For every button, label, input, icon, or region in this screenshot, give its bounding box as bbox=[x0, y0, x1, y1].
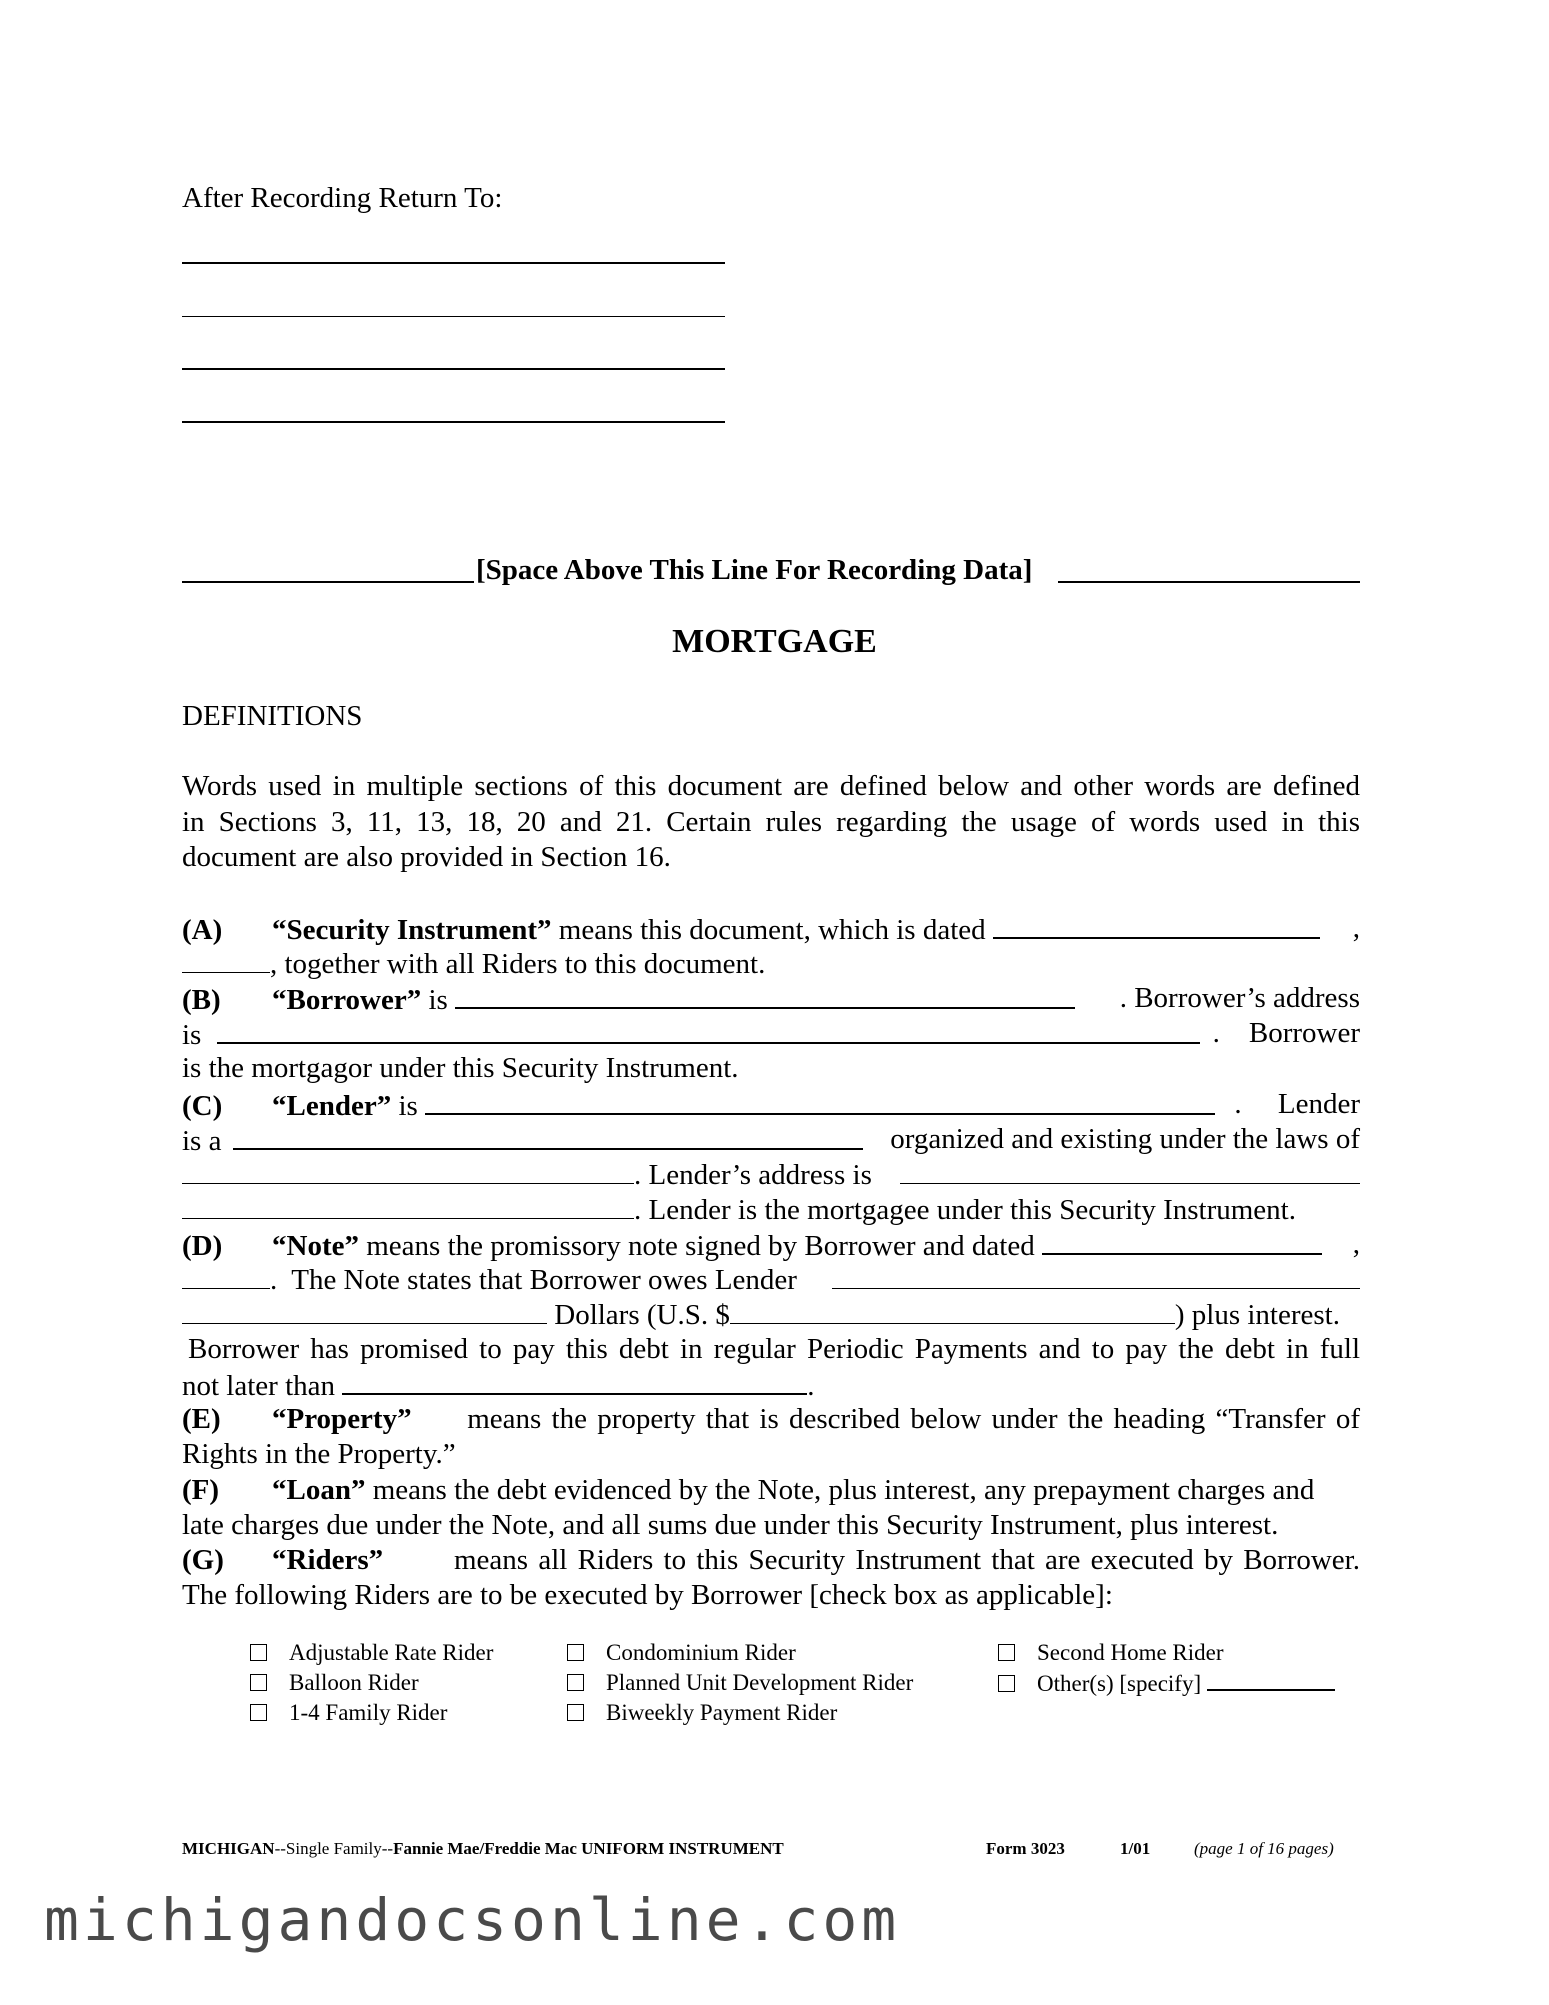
section-a-label: (A) bbox=[182, 914, 223, 946]
lender-address-field-2[interactable] bbox=[182, 1192, 634, 1219]
section-d-dollars: Dollars (U.S. $ bbox=[554, 1299, 730, 1331]
section-f-text: means the debt evidenced by the Note, plus interest, any prepayment charges and bbox=[372, 1474, 1315, 1506]
section-g-line-2: The following Riders are to be executed by Borrower [check box as applicable]: bbox=[182, 1579, 1113, 1611]
section-b-borrower: . Borrower bbox=[1212, 1017, 1360, 1049]
rider-other[interactable] bbox=[998, 1669, 1335, 1698]
footer-page: (page 1 of 16 pages) bbox=[1194, 1839, 1334, 1858]
rider-label: Planned Unit Development Rider bbox=[606, 1670, 914, 1695]
footer-state: MICHIGAN bbox=[182, 1839, 275, 1858]
lender-entity-type-field[interactable] bbox=[233, 1122, 863, 1150]
loan-amount-words-field[interactable] bbox=[832, 1262, 1360, 1289]
intro-line-3: document are also provided in Section 16. bbox=[182, 841, 671, 873]
recording-line-left bbox=[182, 581, 474, 583]
section-a-line-2-text: , together with all Riders to this document. bbox=[270, 948, 766, 980]
section-d-line-1 bbox=[182, 1227, 1360, 1264]
section-b-term: “Borrower” bbox=[272, 984, 422, 1016]
intro-line-1 bbox=[182, 769, 1360, 804]
checkbox-icon[interactable] bbox=[250, 1674, 267, 1691]
return-to-label: After Recording Return To: bbox=[182, 182, 503, 214]
rider-1-4-family[interactable] bbox=[250, 1699, 447, 1727]
section-c-line-2 bbox=[182, 1122, 1360, 1159]
section-c-mortgagee: . Lender is the mortgagee under this Security Instrument. bbox=[634, 1194, 1296, 1226]
rider-label: Condominium Rider bbox=[606, 1640, 796, 1665]
checkbox-icon[interactable] bbox=[250, 1644, 267, 1661]
note-year-field[interactable] bbox=[182, 1262, 270, 1289]
rider-planned-unit-development[interactable] bbox=[567, 1669, 913, 1697]
rider-label: Adjustable Rate Rider bbox=[289, 1640, 494, 1665]
section-d-line-4 bbox=[188, 1332, 1360, 1367]
section-b-is2: is bbox=[182, 1019, 202, 1051]
loan-amount-words-field-2[interactable] bbox=[182, 1297, 547, 1324]
section-d-line-3 bbox=[182, 1297, 1360, 1333]
section-c-address-label: . Lender’s address is bbox=[634, 1159, 872, 1191]
section-f-line-2: late charges due under the Note, and all sums due under this Security Instrument, plus interest. bbox=[182, 1509, 1279, 1541]
section-e-term: “Property” bbox=[272, 1403, 412, 1435]
intro-line-2 bbox=[182, 805, 1360, 840]
section-d-notlater: not later than bbox=[182, 1370, 336, 1402]
lender-address-field[interactable] bbox=[900, 1157, 1360, 1184]
section-d-period: . bbox=[807, 1370, 815, 1402]
section-f-label: (F) bbox=[182, 1474, 220, 1506]
section-d-label: (D) bbox=[182, 1230, 223, 1262]
section-d-line-2 bbox=[182, 1262, 1360, 1298]
borrower-address-field[interactable] bbox=[217, 1016, 1200, 1044]
checkbox-icon[interactable] bbox=[567, 1644, 584, 1661]
return-line-4 bbox=[182, 421, 725, 423]
section-c-line-3 bbox=[182, 1157, 1360, 1193]
checkbox-icon[interactable] bbox=[567, 1704, 584, 1721]
section-b-line-3: is the mortgagor under this Security Instrument. bbox=[182, 1052, 739, 1084]
lender-name-field[interactable] bbox=[425, 1087, 1215, 1115]
security-instrument-date-field[interactable] bbox=[993, 911, 1320, 939]
rider-label: 1-4 Family Rider bbox=[289, 1700, 448, 1725]
borrower-name-field[interactable] bbox=[455, 981, 1075, 1009]
section-a-line-2 bbox=[182, 946, 765, 982]
section-d-text: means the promissory note signed by Borrower and dated bbox=[366, 1230, 1035, 1262]
section-d-owes: . The Note states that Borrower owes Lender bbox=[270, 1264, 797, 1296]
footer-instrument bbox=[182, 1839, 784, 1859]
section-b-line-1 bbox=[182, 981, 1360, 1018]
section-a-line-1 bbox=[182, 911, 1360, 948]
intro-text-1: Words used in multiple sections of this document are defined below and other words are defined bbox=[182, 770, 1360, 802]
rider-condominium[interactable] bbox=[567, 1639, 796, 1667]
return-line-2 bbox=[182, 316, 725, 317]
checkbox-icon[interactable] bbox=[250, 1704, 267, 1721]
section-b-is: is bbox=[428, 984, 448, 1016]
section-e-text: means the property that is described below under the heading “Transfer of bbox=[467, 1403, 1360, 1435]
footer-date: 1/01 bbox=[1120, 1839, 1151, 1858]
section-c-isa: is a bbox=[182, 1125, 222, 1157]
section-a-comma: , bbox=[1352, 912, 1360, 944]
section-e-line-1 bbox=[182, 1402, 1360, 1437]
checkbox-icon[interactable] bbox=[998, 1675, 1015, 1692]
section-e-label: (E) bbox=[182, 1403, 221, 1435]
section-g-term: “Riders” bbox=[272, 1544, 384, 1576]
section-c-lender: . Lender bbox=[1234, 1088, 1360, 1120]
section-g-label: (G) bbox=[182, 1544, 224, 1576]
definitions-heading: DEFINITIONS bbox=[182, 700, 363, 732]
section-f-term: “Loan” bbox=[272, 1474, 366, 1506]
checkbox-icon[interactable] bbox=[567, 1674, 584, 1691]
section-c-organized: organized and existing under the laws of bbox=[890, 1123, 1360, 1155]
section-c-line-1 bbox=[182, 1087, 1360, 1124]
return-line-1 bbox=[182, 262, 725, 264]
section-b-line-2 bbox=[182, 1016, 1360, 1053]
section-f-line-1 bbox=[182, 1473, 1360, 1508]
section-a-text: means this document, which is dated bbox=[558, 914, 986, 946]
checkbox-icon[interactable] bbox=[998, 1644, 1015, 1661]
recording-line-right bbox=[1058, 581, 1360, 583]
section-a-term: “Security Instrument” bbox=[272, 914, 552, 946]
section-d-term: “Note” bbox=[272, 1230, 359, 1262]
lender-jurisdiction-field[interactable] bbox=[182, 1157, 634, 1184]
rider-label: Second Home Rider bbox=[1037, 1640, 1224, 1665]
rider-label: Biweekly Payment Rider bbox=[606, 1700, 838, 1725]
rider-biweekly-payment[interactable] bbox=[567, 1699, 837, 1727]
section-c-line-4 bbox=[182, 1192, 1296, 1228]
note-date-field[interactable] bbox=[1042, 1227, 1322, 1255]
section-d-interest-close: ) plus interest. bbox=[1174, 1299, 1340, 1331]
rider-balloon[interactable] bbox=[250, 1669, 419, 1697]
section-c-is: is bbox=[398, 1090, 418, 1122]
footer-form: Form 3023 bbox=[986, 1839, 1065, 1858]
footer-instrument-name: Fannie Mae/Freddie Mac UNIFORM INSTRUMENT bbox=[393, 1839, 784, 1858]
section-b-label: (B) bbox=[182, 984, 221, 1016]
section-d-line-5 bbox=[182, 1367, 815, 1404]
section-g-text: means all Riders to this Security Instrument that are executed by Borrower. bbox=[454, 1544, 1360, 1576]
loan-amount-numeric-field[interactable] bbox=[730, 1297, 1175, 1324]
security-instrument-year-field[interactable] bbox=[182, 946, 270, 973]
section-b-address-label: . Borrower’s address bbox=[1119, 982, 1360, 1014]
rider-label: Balloon Rider bbox=[289, 1670, 419, 1695]
rider-label: Other(s) [specify] bbox=[1037, 1671, 1202, 1696]
rider-second-home[interactable] bbox=[998, 1639, 1224, 1667]
section-c-term: “Lender” bbox=[272, 1090, 392, 1122]
maturity-date-field[interactable] bbox=[342, 1367, 807, 1395]
section-d-promise: Borrower has promised to pay this debt in regular Periodic Payments and to pay the debt in full bbox=[188, 1333, 1360, 1365]
section-g-line-1 bbox=[182, 1543, 1360, 1578]
rider-adjustable-rate[interactable] bbox=[250, 1639, 493, 1667]
watermark-text: michigandocsonline.com bbox=[44, 1886, 901, 1954]
return-line-3 bbox=[182, 368, 725, 370]
intro-text-2: in Sections 3, 11, 13, 18, 20 and 21. Certain rules regarding the usage of words used in this bbox=[182, 806, 1360, 838]
other-rider-specify-field[interactable] bbox=[1207, 1669, 1335, 1691]
section-d-comma: , bbox=[1352, 1228, 1360, 1260]
section-c-label: (C) bbox=[182, 1090, 223, 1122]
footer-family: --Single Family-- bbox=[274, 1839, 394, 1858]
section-e-line-2: Rights in the Property.” bbox=[182, 1438, 456, 1470]
document-title: MORTGAGE bbox=[672, 623, 877, 660]
recording-data-label: [Space Above This Line For Recording Data] bbox=[476, 554, 1033, 586]
